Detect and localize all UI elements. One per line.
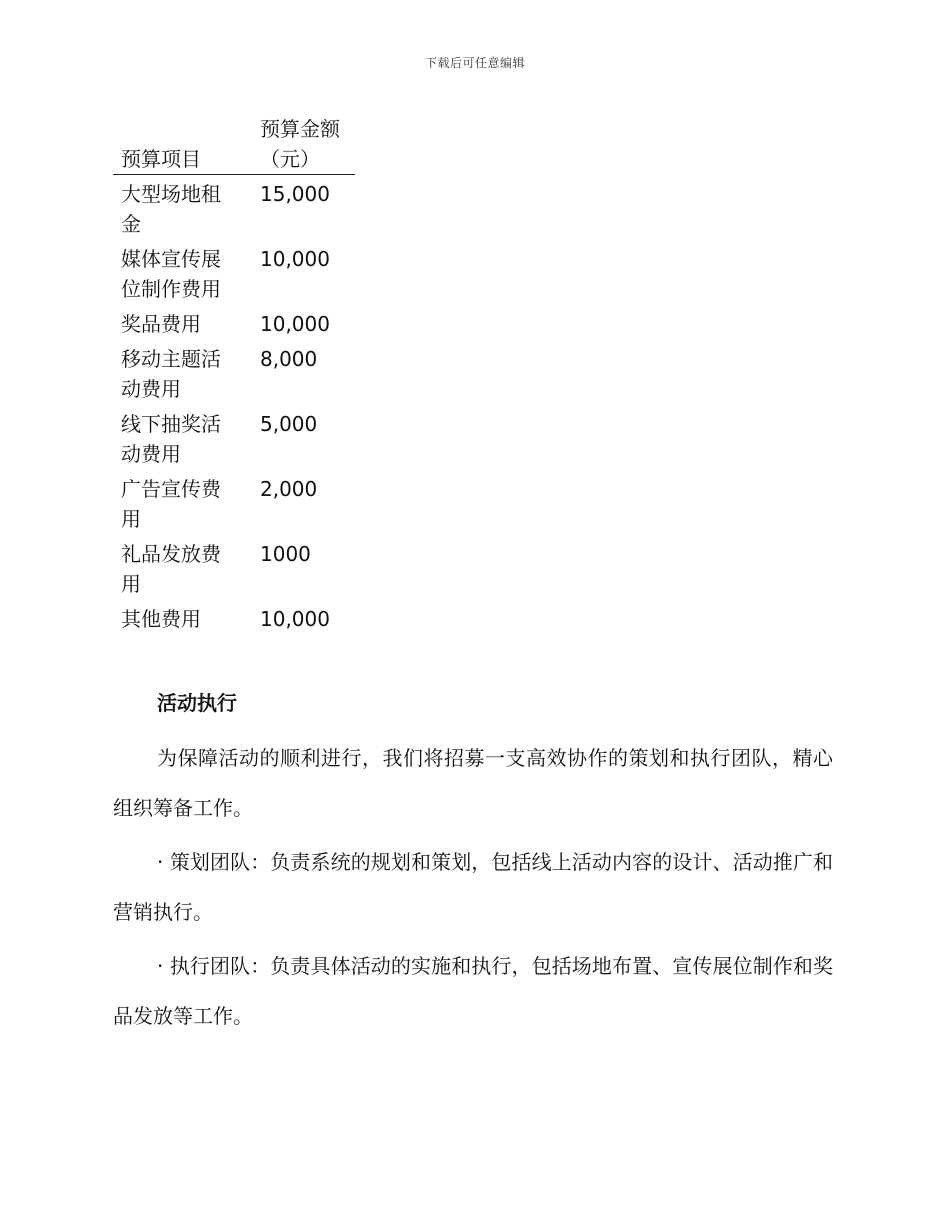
row-cell-item	[113, 309, 251, 339]
table-row	[113, 244, 355, 304]
row-cell-item	[113, 409, 251, 469]
row-cell-amount: 8,000	[260, 347, 318, 371]
row-cell-item	[113, 344, 251, 404]
column-header-amount-cell	[251, 114, 355, 174]
table-row	[113, 309, 355, 339]
table-row	[113, 409, 355, 469]
table-row	[113, 539, 355, 599]
row-label: 移动主题活动费用	[121, 347, 221, 401]
row-cell-amount: 5,000	[260, 412, 318, 436]
budget-table	[113, 114, 355, 639]
row-label: 其他费用	[121, 607, 201, 631]
row-cell-amount: 2,000	[260, 477, 318, 501]
intro-paragraph: 为保障活动的顺利进行，我们将招募一支高效协作的策划和执行团队，精心组织筹备工作。	[113, 746, 833, 820]
execution-team-paragraph: · 执行团队：负责具体活动的实施和执行，包括场地布置、宣传展位制作和奖品发放等工作。	[113, 954, 833, 1028]
row-cell-amount: 10,000	[260, 607, 330, 631]
row-label: 奖品费用	[121, 312, 201, 336]
table-row	[113, 474, 355, 534]
row-cell-item	[113, 604, 251, 634]
row-cell-item	[113, 474, 251, 534]
table-row	[113, 179, 355, 239]
planning-team-paragraph: · 策划团队：负责系统的规划和策划，包括线上活动内容的设计、活动推广和营销执行。	[113, 850, 833, 924]
row-cell-amount: 1000	[260, 542, 311, 566]
row-cell-amount: 15,000	[260, 182, 330, 206]
row-cell-item	[113, 244, 251, 304]
row-label: 广告宣传费用	[121, 477, 221, 531]
row-label: 线下抽奖活动费用	[121, 412, 221, 466]
column-header-amount: 预算金额（元）	[260, 117, 340, 171]
row-label: 媒体宣传展位制作费用	[121, 247, 221, 301]
section-heading: 活动执行	[157, 691, 237, 715]
table-row	[113, 604, 355, 634]
table-header-row	[113, 114, 355, 175]
row-cell-item	[113, 539, 251, 599]
row-cell-item	[113, 179, 251, 239]
row-cell-amount: 10,000	[260, 247, 330, 271]
column-header-item: 预算项目	[121, 147, 201, 171]
table-body	[113, 175, 355, 634]
page-header: 下载后可任意编辑	[424, 56, 525, 70]
row-label: 大型场地租金	[121, 182, 221, 236]
table-row	[113, 344, 355, 404]
row-label: 礼品发放费用	[121, 542, 221, 596]
row-cell-amount: 10,000	[260, 312, 330, 336]
